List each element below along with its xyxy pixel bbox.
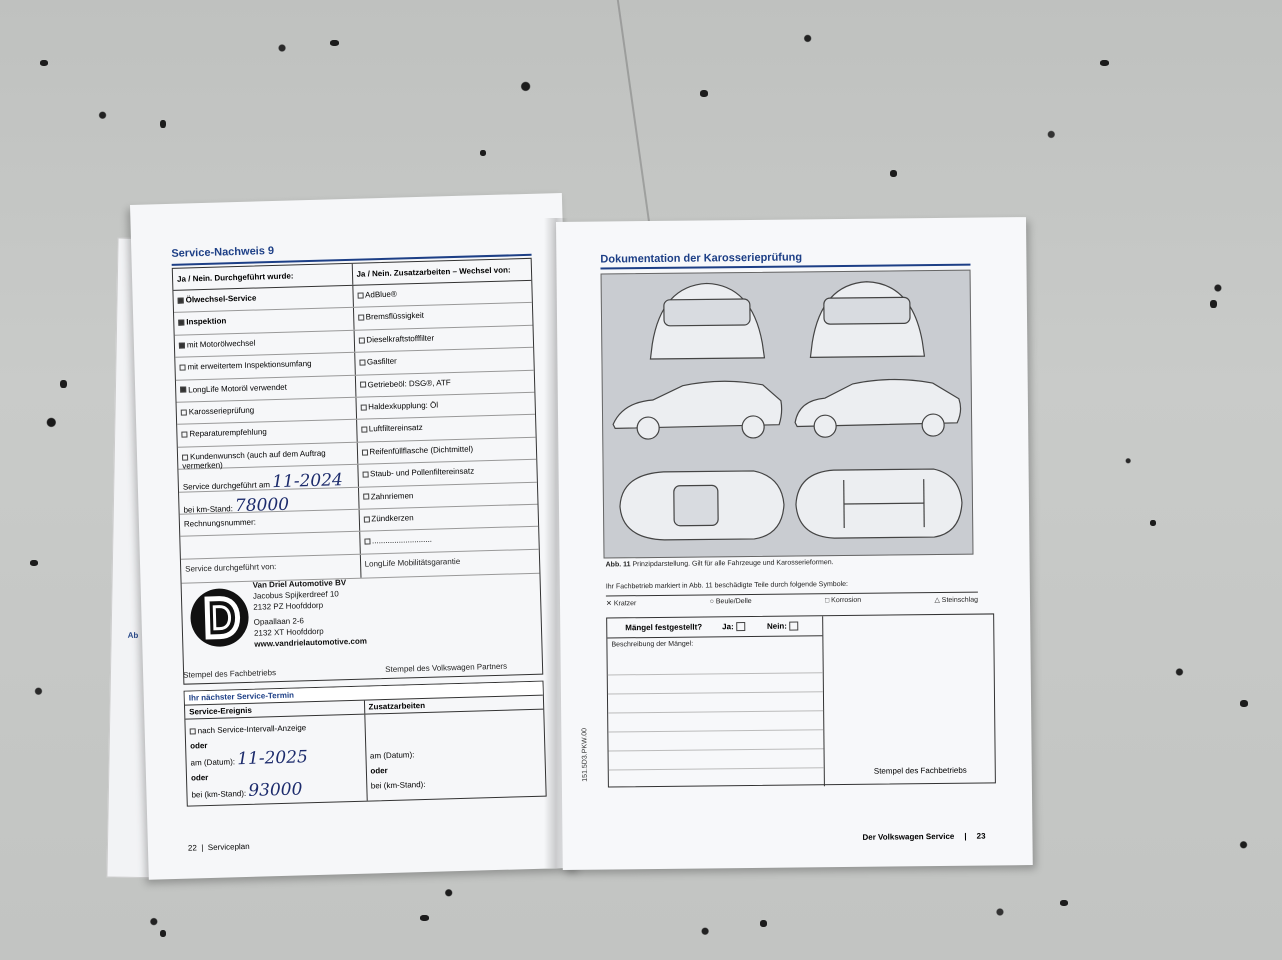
form-row-left-text: mit erweitertem Inspektionsumfang bbox=[187, 359, 312, 372]
checkbox bbox=[364, 539, 370, 545]
form-row-right-text: Haldexkupplung: Öl bbox=[368, 400, 439, 412]
form-row-right-text: Zündkerzen bbox=[371, 513, 414, 524]
floor-speck bbox=[1150, 520, 1156, 526]
figure-caption bbox=[606, 559, 834, 568]
floor-speck bbox=[30, 560, 38, 566]
checkbox bbox=[179, 342, 185, 348]
form-row-right-text: Bremsflüssigkeit bbox=[365, 311, 425, 322]
checkbox bbox=[360, 382, 366, 388]
next-service-body bbox=[185, 710, 545, 806]
next-km-handwritten: 93000 bbox=[248, 779, 303, 801]
floor-speck bbox=[40, 60, 48, 66]
form-row-left-text: bei km-Stand: bbox=[183, 503, 233, 515]
right-page bbox=[556, 217, 1033, 870]
no-option bbox=[767, 621, 800, 631]
floor-speck bbox=[760, 920, 767, 927]
stamp-partner-label: Stempel des Volkswagen Partners bbox=[385, 661, 508, 675]
symbol-corrosion: □ Korrosion bbox=[824, 596, 862, 605]
form-row-left-text: mit Motorölwechsel bbox=[186, 338, 256, 350]
next-left-line bbox=[191, 781, 362, 803]
caption-text: Prinzipdarstellung. Gilt für alle Fahrzeuge und Karosserieformen. bbox=[632, 559, 834, 569]
description-line bbox=[608, 711, 823, 732]
service-by-label: Service durchgeführt von: bbox=[181, 554, 361, 582]
form-row-left-text: Karosserieprüfung bbox=[188, 405, 255, 417]
page-number: 23 bbox=[976, 831, 986, 841]
stamp-label: Stempel des Fachbetriebs bbox=[873, 765, 967, 776]
km-handwritten: 78000 bbox=[234, 494, 290, 516]
stamp-line: 2132 PZ Hoofddorp bbox=[253, 600, 324, 612]
next-left bbox=[185, 715, 367, 806]
symbol-label: Beule/Delle bbox=[715, 597, 752, 606]
symbol-stone-chip: △ Steinschlag bbox=[934, 596, 979, 605]
checkbox bbox=[182, 454, 188, 460]
left-page bbox=[127, 193, 581, 880]
form-row-right-text: Gasfilter bbox=[366, 356, 397, 367]
floor-speck bbox=[60, 380, 67, 388]
no-checkbox bbox=[789, 622, 798, 631]
floor-speck bbox=[420, 915, 429, 921]
page-footer: 22 | Serviceplan bbox=[187, 841, 250, 853]
checkbox bbox=[181, 409, 187, 415]
caption-label: Abb. 11 bbox=[605, 561, 631, 569]
next-service-box bbox=[184, 681, 547, 807]
form-row-right-text: Getriebeöl: DSG®, ATF bbox=[367, 377, 451, 389]
page-title: Service-Nachweis 9 bbox=[171, 244, 275, 260]
checkbox bbox=[181, 432, 187, 438]
stamp-line: www.vandrielautomotive.com bbox=[254, 636, 368, 649]
defects-box bbox=[606, 613, 996, 787]
floor-speck bbox=[1240, 700, 1248, 707]
damage-symbols bbox=[606, 592, 978, 608]
form-row-left-text: Kundenwunsch (auch auf dem Auftrag vermerken) bbox=[182, 448, 326, 471]
side-code: 151.5D3.PKW.00 bbox=[581, 727, 589, 782]
form-col-left: Ja / Nein. Durchgeführt wurde: bbox=[173, 264, 353, 290]
symbol-label: Steinschlag bbox=[941, 596, 979, 604]
description-line bbox=[608, 654, 823, 675]
form-row-left-text: Rechnungsnummer: bbox=[183, 517, 257, 529]
floor-speck bbox=[700, 90, 708, 97]
form-col-right: Ja / Nein. Zusatzarbeiten – Wechsel von: bbox=[356, 265, 511, 279]
checkbox bbox=[179, 365, 185, 371]
next-right bbox=[365, 710, 546, 801]
next-left-text: nach Service-Intervall-Anzeige bbox=[197, 723, 307, 736]
dealer-stamp bbox=[185, 577, 368, 672]
checkbox bbox=[358, 315, 364, 321]
form-row-right-text: AdBlue® bbox=[364, 289, 397, 300]
checkbox bbox=[359, 360, 365, 366]
yes-checkbox bbox=[736, 622, 745, 631]
symbol-label: Korrosion bbox=[831, 596, 862, 605]
no-label: Nein: bbox=[766, 621, 787, 631]
longlife-text: LongLife Mobilitätsgarantie bbox=[364, 556, 461, 569]
page-number: 22 bbox=[187, 843, 198, 853]
form-row-right-text: ........................... bbox=[371, 534, 433, 546]
floor-speck bbox=[330, 40, 339, 46]
checkbox bbox=[363, 516, 369, 522]
car-outline-icon bbox=[602, 271, 975, 560]
page-footer: Der Volkswagen Service | 23 bbox=[862, 831, 986, 842]
form-row-right-text: Luftfiltereinsatz bbox=[368, 423, 423, 434]
stamp-line: Van Driel Automotive BV bbox=[252, 578, 347, 590]
dealer-logo-icon bbox=[189, 584, 251, 652]
floor-speck bbox=[1210, 300, 1217, 308]
checkbox bbox=[357, 292, 363, 298]
description-line bbox=[608, 673, 823, 694]
form-row-right-text: Dieselkraftstofffilter bbox=[366, 333, 435, 345]
stamp-line: Opaallaan 2-6 bbox=[253, 616, 305, 627]
yes-label: Ja: bbox=[722, 621, 734, 632]
footer-section: Der Volkswagen Service bbox=[862, 831, 955, 842]
form-row-right-text: Zahnriemen bbox=[370, 490, 414, 501]
form-row-left-text: Service durchgeführt am bbox=[182, 480, 271, 492]
next-service-header: Ihr nächster Service-Termin bbox=[185, 682, 543, 706]
checkbox bbox=[180, 387, 186, 393]
next-right-line: bei (km-Stand): bbox=[370, 779, 426, 791]
form-row-right-text: Staub- und Pollenfiltereinsatz bbox=[369, 466, 475, 479]
back-page-label: Ab bbox=[127, 630, 139, 640]
checkbox bbox=[363, 494, 369, 500]
description-line bbox=[609, 749, 824, 770]
mark-instructions: Ihr Fachbetrieb markiert in Abb. 11 beschädigte Teile durch folgende Symbole: bbox=[605, 580, 849, 591]
description-line bbox=[608, 692, 823, 713]
form-row-left-text: Ölwechsel-Service bbox=[185, 293, 257, 305]
defects-question-row bbox=[607, 616, 822, 638]
checkbox bbox=[178, 320, 184, 326]
form-row-left-text: Inspektion bbox=[186, 316, 227, 327]
symbol-dent: ○ Beule/Delle bbox=[709, 597, 752, 606]
defects-question: Mängel festgestellt? bbox=[625, 622, 703, 633]
footer-section: Serviceplan bbox=[207, 841, 250, 853]
form-row-left-text: Reparaturempfehlung bbox=[189, 427, 267, 439]
next-left-text: bei (km-Stand): bbox=[191, 788, 247, 800]
form-row-left-text: LongLife Motoröl verwendet bbox=[188, 382, 287, 395]
yes-option bbox=[722, 622, 747, 632]
checkbox bbox=[362, 471, 368, 477]
floor-speck bbox=[1100, 60, 1109, 66]
stamp-line: 2132 XT Hoofddorp bbox=[253, 626, 324, 638]
checkbox bbox=[361, 427, 367, 433]
next-right-line: am (Datum): bbox=[369, 750, 415, 761]
checkbox bbox=[361, 449, 367, 455]
defects-left bbox=[607, 616, 825, 788]
floor-speck bbox=[890, 170, 897, 177]
checkbox bbox=[190, 728, 196, 734]
next-date-handwritten: 11-2025 bbox=[236, 747, 309, 770]
floor-crack bbox=[559, 0, 651, 230]
next-col-left: Service-Ereignis bbox=[185, 701, 365, 719]
next-right-line: oder bbox=[370, 766, 388, 776]
stamp-fachbetrieb-label: Stempel des Fachbetriebs bbox=[183, 668, 277, 680]
symbol-scratch: ✕ Kratzer bbox=[605, 600, 637, 608]
page-title: Dokumentation der Karosserieprüfung bbox=[600, 251, 803, 266]
car-diagram bbox=[601, 270, 974, 559]
next-left-line: oder bbox=[190, 741, 208, 751]
stamp-text bbox=[253, 577, 368, 650]
floor-speck bbox=[160, 120, 166, 128]
service-date-handwritten: 11-2024 bbox=[271, 470, 344, 493]
stamp-line: Jacobus Spijkerdreef 10 bbox=[252, 589, 339, 601]
checkbox bbox=[178, 297, 184, 303]
checkbox bbox=[360, 404, 366, 410]
description-label: Beschreibung der Mängel: bbox=[611, 640, 694, 649]
checkbox bbox=[358, 337, 364, 343]
form-rows bbox=[173, 281, 538, 560]
next-col-right: Zusatzarbeiten bbox=[368, 700, 426, 712]
floor-speck bbox=[480, 150, 486, 156]
floor-speck bbox=[160, 930, 166, 937]
next-left-text: am (Datum): bbox=[190, 757, 236, 768]
symbol-label: Kratzer bbox=[613, 600, 637, 608]
floor-speck bbox=[1060, 900, 1068, 906]
form-row-right-text: Reifenfüllflasche (Dichtmittel) bbox=[369, 444, 474, 457]
next-left-line: oder bbox=[190, 773, 209, 783]
description-line bbox=[608, 730, 823, 751]
